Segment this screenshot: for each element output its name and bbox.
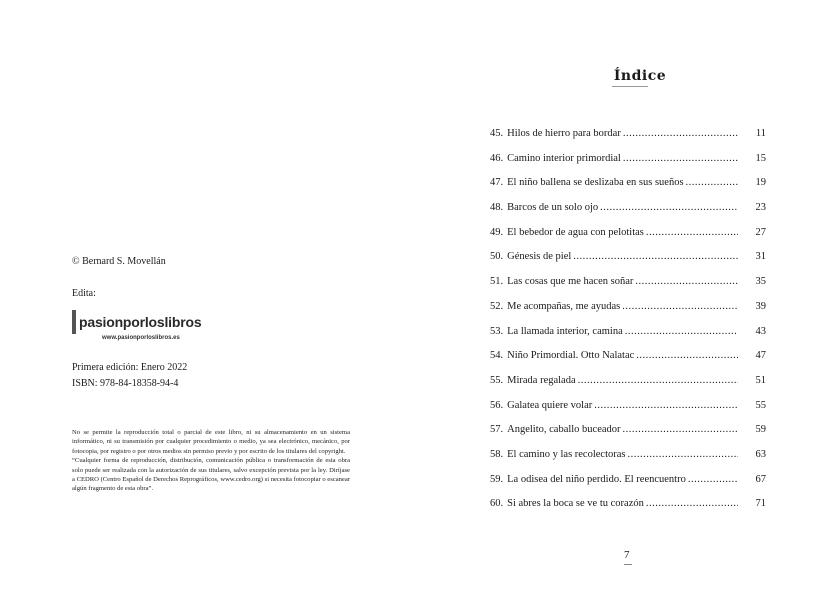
toc-entry-page: 59 (755, 424, 766, 436)
index-title: Índice (613, 68, 667, 84)
toc-entry-title: Barcos de un solo ojo (507, 202, 599, 214)
toc-entry-page: 43 (755, 325, 766, 337)
toc-entry-page: 15 (755, 152, 766, 164)
toc-entry-number: 53. (490, 325, 504, 337)
toc-entry-number: 55. (490, 374, 504, 386)
toc-entry-page: 31 (755, 251, 766, 263)
toc-entry (490, 498, 766, 523)
toc-entry-number: 48. (490, 202, 504, 214)
toc-entry-number: 46. (490, 152, 504, 164)
toc-entry-title: Si abres la boca se ve tu corazón (507, 498, 644, 510)
toc-entry-title: Galatea quiere volar (507, 399, 593, 411)
toc-entry-title: El niño ballena se deslizaba en sus sueños (507, 177, 684, 189)
toc-entry-title: Angelito, caballo buceador (507, 424, 621, 436)
toc-entry-title: Me acompañas, me ayudas (507, 300, 621, 312)
toc-dot-leader (578, 375, 738, 386)
isbn-line: ISBN: 978-84-18358-94-4 (72, 378, 179, 389)
toc-entry (490, 350, 766, 375)
left-page (0, 0, 419, 595)
toc-entry (490, 326, 766, 351)
toc-entry-page: 51 (755, 374, 766, 386)
toc-entry-title: Las cosas que me hacen soñar (507, 276, 634, 288)
toc-entry (490, 474, 766, 499)
toc-dot-leader (646, 498, 738, 509)
toc-dot-leader (623, 424, 738, 435)
index-title-underline (612, 86, 648, 87)
toc-entry (490, 128, 766, 153)
toc-dot-leader (646, 227, 738, 238)
toc-dot-leader (594, 400, 738, 411)
toc-entry-number: 59. (490, 473, 504, 485)
toc-entry-page: 23 (755, 202, 766, 214)
toc-entry (490, 227, 766, 252)
toc-dot-leader (628, 449, 739, 460)
legal-paragraph-2: “Cualquier forma de reproducción, distribución, comunicación pública o transformación de esta obra solo puede ser realizada con la autorización de sus titulares, salvo excepción prevista por la ley. Diríjase a CEDRO (Centro Español de Derechos Reprográficos, www.cedro.org) si necesita fotocopiar o escanear algún fragmento de esta obra”. (72, 457, 350, 493)
toc-entry (490, 177, 766, 202)
toc-entry (490, 400, 766, 425)
toc-entry-title: Génesis de piel (507, 251, 572, 263)
toc-entry (490, 301, 766, 326)
toc-entry-number: 51. (490, 276, 504, 288)
toc-entry-title: El bebedor de agua con pelotitas (507, 226, 644, 238)
toc-entry (490, 251, 766, 276)
publisher-logo (72, 310, 201, 341)
legal-paragraph-1: No se permite la reproducción total o parcial de este libro, ni su almacenamiento en un sistema informático, ni su transmisión por cualquier procedimiento o medio, ya sea electrónico, mecánico, por fotocopia, por registro o por otros medios sin permiso previo y por escrito de los titulares del copyright. (72, 429, 350, 455)
toc-entry-page: 39 (755, 300, 766, 312)
toc-dot-leader (622, 301, 738, 312)
toc-entry-title: El camino y las recolectoras (507, 448, 626, 460)
toc-entry-page: 47 (755, 350, 766, 362)
toc-entry-number: 57. (490, 424, 504, 436)
toc-entry-page: 67 (755, 473, 766, 485)
toc-entry-title: La llamada interior, camina (507, 325, 623, 337)
toc-entry (490, 424, 766, 449)
toc-entry-page: 27 (755, 226, 766, 238)
toc-dot-leader (635, 276, 738, 287)
edition-line: Primera edición: Enero 2022 (72, 362, 188, 373)
toc-entry-number: 58. (490, 448, 504, 460)
toc-entry-page: 35 (755, 276, 766, 288)
page-number-underline (624, 564, 632, 565)
toc-entry (490, 202, 766, 227)
toc-entry-page: 55 (755, 399, 766, 411)
table-of-contents (490, 128, 766, 523)
toc-dot-leader (625, 326, 738, 337)
toc-entry-page: 63 (755, 448, 766, 460)
toc-entry-page: 19 (755, 177, 766, 189)
toc-dot-leader (688, 474, 738, 485)
toc-entry-title: Niño Primordial. Otto Nalatac (507, 350, 635, 362)
toc-entry-number: 45. (490, 128, 504, 139)
logo-text: pasionporloslibros (79, 314, 202, 330)
toc-entry-number: 52. (490, 300, 504, 312)
page-number: 7 (624, 549, 630, 561)
toc-entry (490, 375, 766, 400)
toc-entry-title: Camino interior primordial (507, 152, 621, 164)
copyright-line: © Bernard S. Movellán (72, 256, 166, 267)
toc-entry-number: 56. (490, 399, 504, 411)
right-page (420, 0, 839, 595)
publisher-label: Edita: (72, 288, 96, 299)
toc-dot-leader (636, 350, 738, 361)
toc-entry-title: Hilos de hierro para bordar (507, 128, 621, 139)
toc-dot-leader (623, 128, 738, 139)
toc-entry-number: 50. (490, 251, 504, 263)
toc-entry-number: 54. (490, 350, 504, 362)
toc-entry-number: 49. (490, 226, 504, 238)
toc-dot-leader (686, 177, 738, 188)
toc-entry-number: 60. (490, 498, 504, 510)
toc-entry (490, 449, 766, 474)
toc-dot-leader (600, 202, 738, 213)
toc-entry-title: Mirada regalada (507, 374, 576, 386)
logo-url: www.pasionporloslibros.es (102, 335, 180, 341)
toc-dot-leader (573, 251, 738, 262)
legal-notice (72, 428, 350, 494)
toc-entry (490, 276, 766, 301)
toc-entry-page: 11 (755, 128, 766, 139)
toc-dot-leader (623, 153, 738, 164)
toc-entry (490, 153, 766, 178)
toc-entry-number: 47. (490, 177, 504, 189)
logo-mark (72, 310, 76, 334)
toc-entry-title: La odisea del niño perdido. El reencuentro (507, 473, 686, 485)
toc-entry-page: 71 (755, 498, 766, 510)
